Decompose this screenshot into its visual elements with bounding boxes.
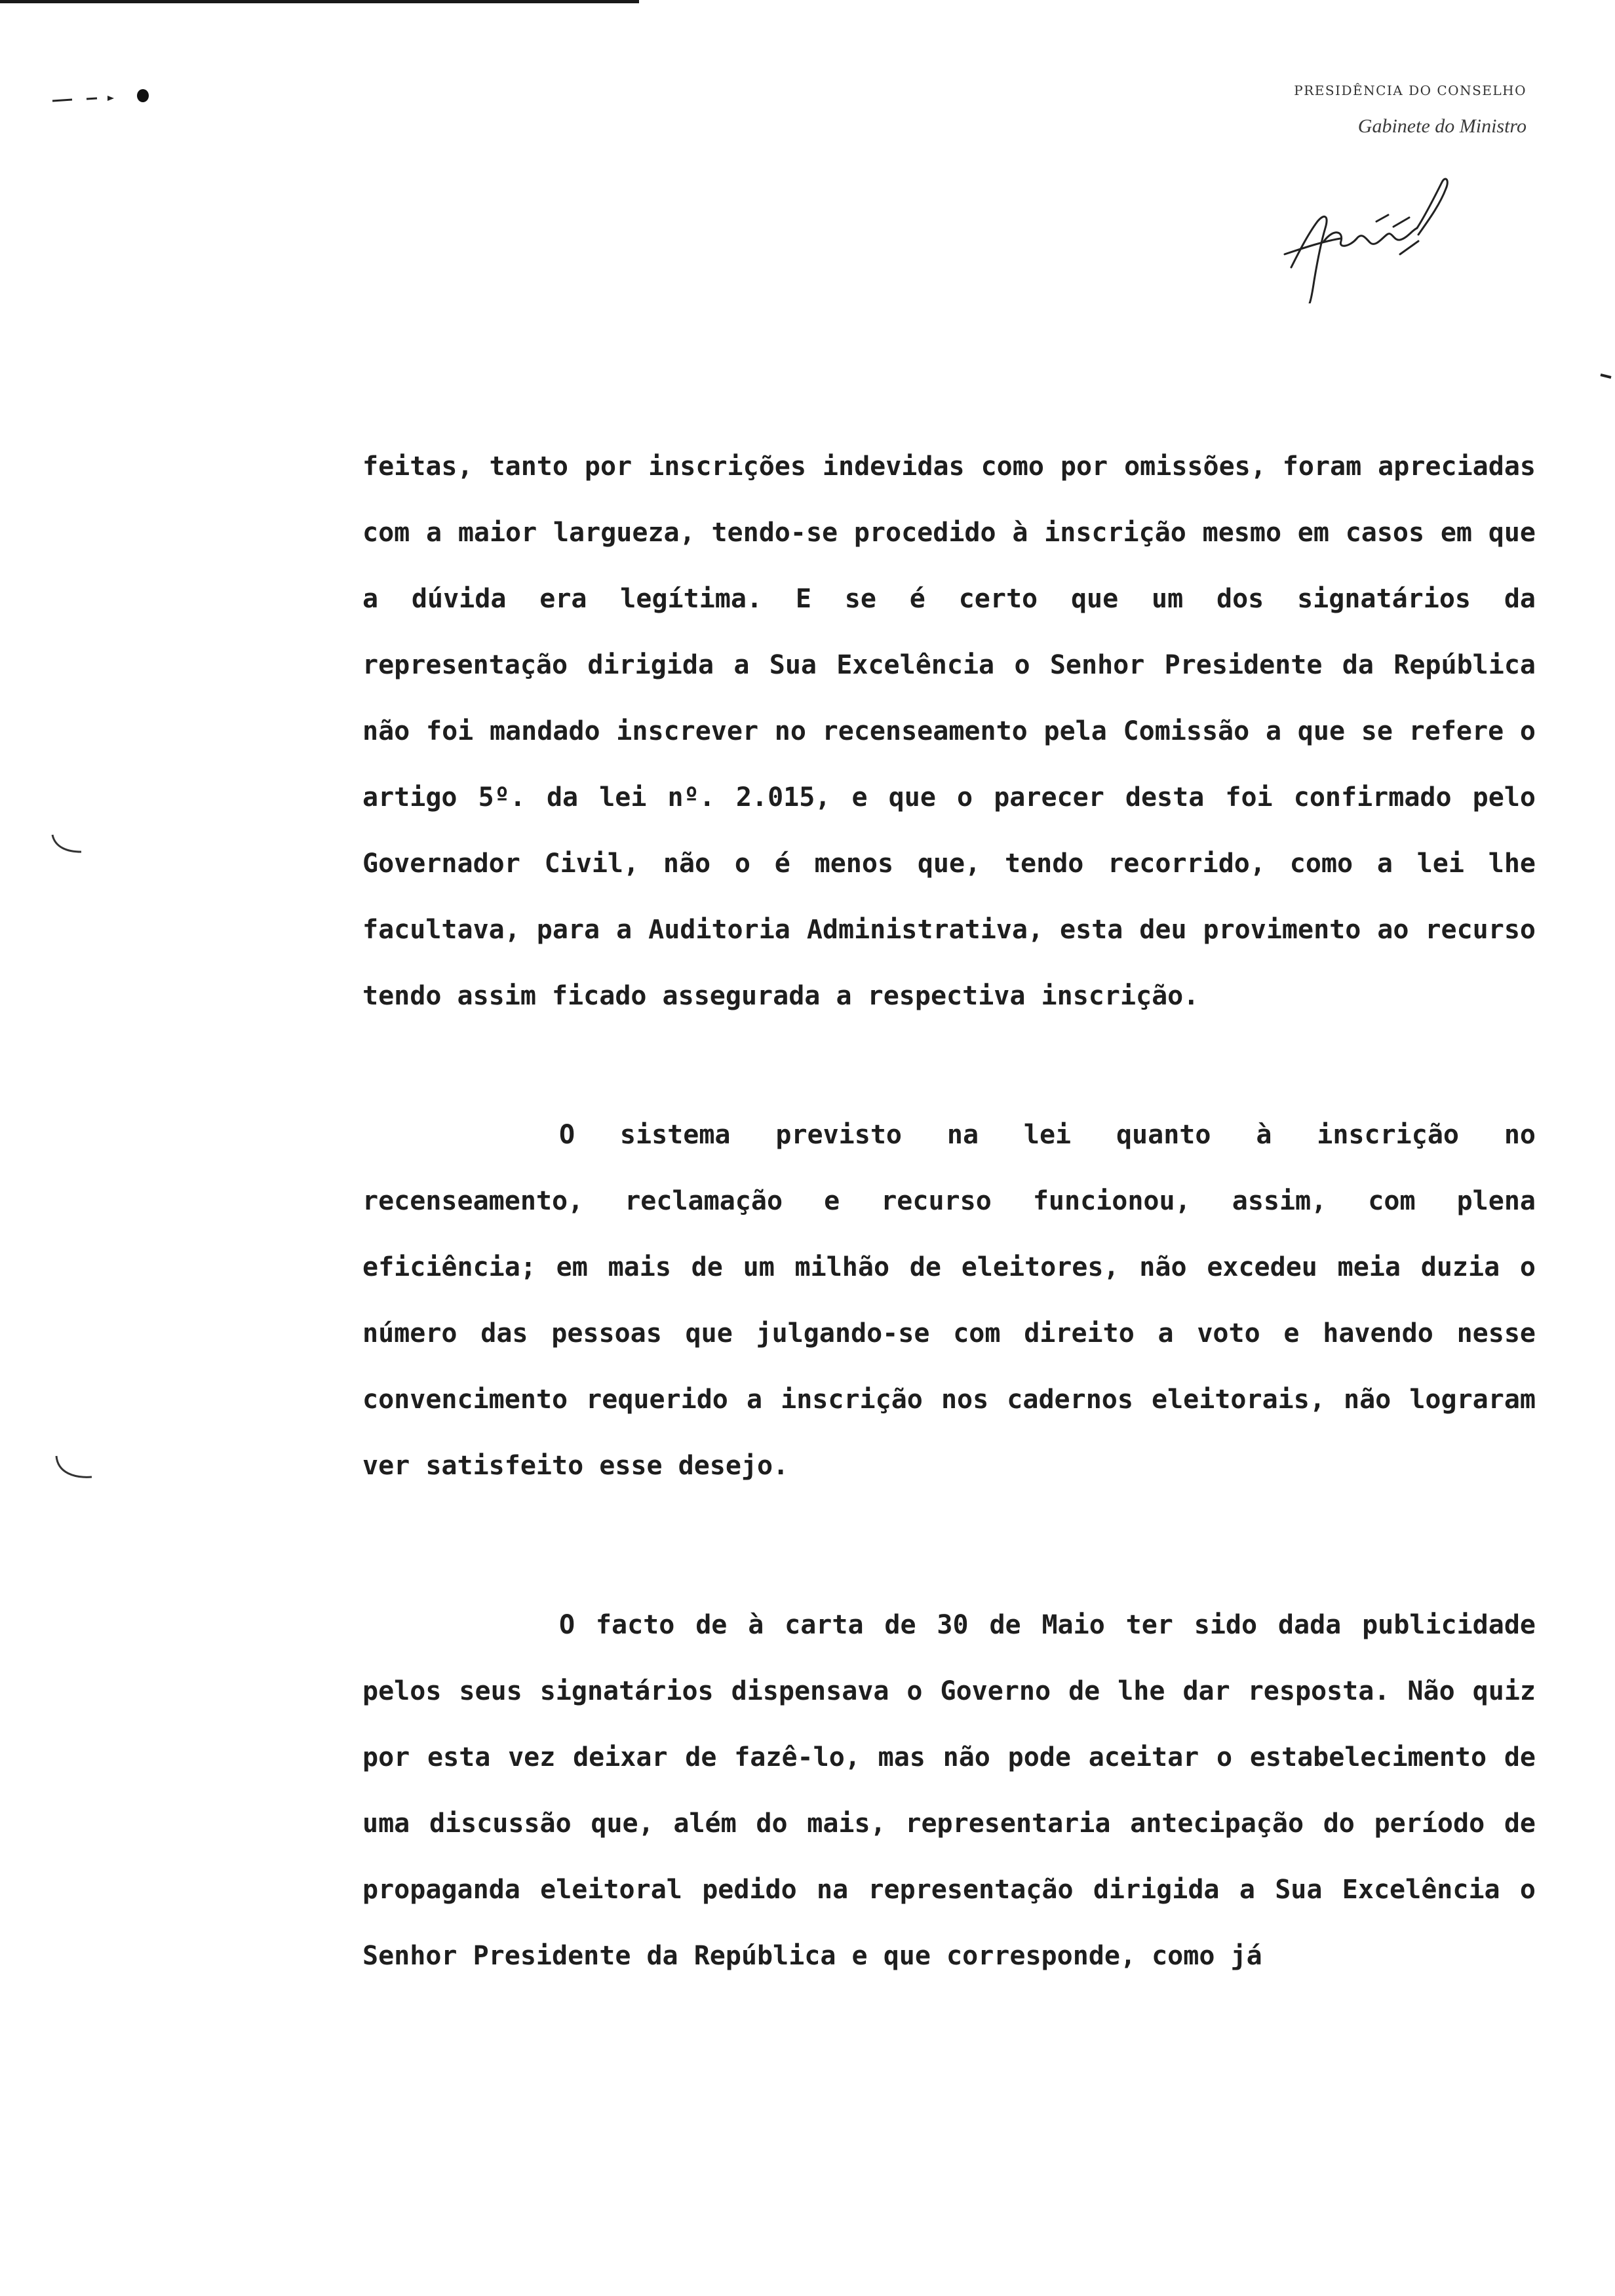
paragraph-1: feitas, tanto por inscrições indevidas como por omissões, foram apreciadas com a maior largueza, tendo-se procedido à inscrição mesmo em casos em que a dúvida era legítima. E se é certo que um dos signatários da representação dirigida a Sua Excelência o Senhor Presidente da República não foi mandado inscrever no recenseamento pela Comissão a que se refere o artigo 5º. da lei nº. 2.015, e que o parecer desta foi confirmado pelo Governador Civil, não o é menos que, tendo recorrido, como a lei lhe facultava, para a Auditoria Administrativa, esta deu provimento ao recurso tendo assim ficado assegurada a respectiva inscrição. [362,451,1536,1011]
paragraph-2: O sistema previsto na lei quanto à inscrição no recenseamento, reclamação e recurso funcionou, assim, com plena eficiência; em mais de um milhão de eleitores, não excedeu meia duzia o número das pessoas que julgando-se com direito a voto e havendo nesse convencimento requerido a inscrição nos cadernos eleitorais, não lograram ver satisfeito esse desejo. [362,1120,1536,1481]
letterhead-title: PRESIDÊNCIA DO CONSELHO [1294,83,1527,98]
top-scan-edge [0,0,639,3]
scan-mark-left-1 [49,831,88,864]
scan-mark-left-2 [52,1452,98,1491]
scan-mark-right [1599,372,1612,381]
paragraph-3: O facto de à carta de 30 de Maio ter sido dada publicidade pelos seus signatários dispensava o Governo de lhe dar resposta. Não quiz por esta vez deixar de fazê-lo, mas não pode aceitar o estabelecimento de uma discussão que, além do mais, representaria antecipação do período de propaganda eleitoral pedido na representação dirigida a Sua Excelência o Senhor Presidente da República e que corresponde, como já [362,1610,1536,1971]
letterhead [1294,83,1527,138]
scan-marks-top-left [46,80,164,106]
letterhead-subtitle: Gabinete do Ministro [1357,115,1527,137]
handwritten-initials-icon [1278,176,1455,303]
